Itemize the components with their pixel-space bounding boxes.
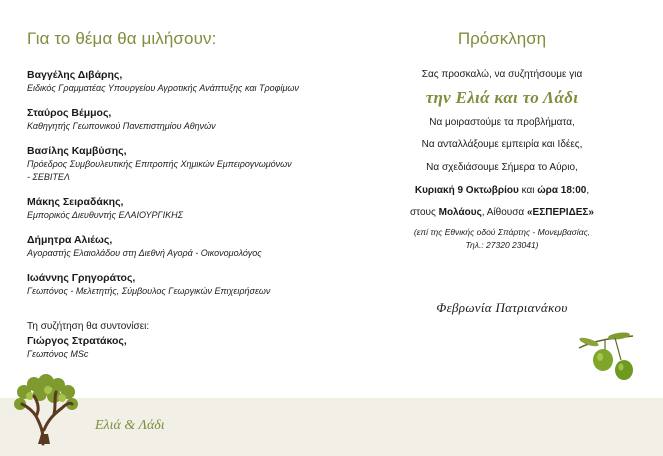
speaker-role: Ειδικός Γραμματέας Υπουργείου Αγροτικής Ανάπτυξης και Τροφίμων: [27, 83, 299, 93]
speaker-role: Εμπορικός Διευθυντής ΕΛΑΙΟΥΡΓΙΚΗΣ: [27, 210, 184, 220]
olive-branch-icon: [575, 330, 637, 390]
speaker-item: [27, 106, 332, 133]
event-time: ώρα 18:00: [537, 185, 587, 196]
speaker-role-continued: - ΣΕΒΙΤΕΛ: [27, 172, 70, 182]
speaker-item: [27, 233, 332, 260]
speaker-name: Σταύρος Βέμμος,: [27, 107, 112, 119]
place-hall: «ΕΣΠΕΡΙΔΕΣ»: [527, 207, 594, 218]
speaker-name: Βαγγέλης Διβάρης,: [27, 69, 123, 81]
invite-line-1: Να μοιραστούμε τα προβλήματα,: [429, 117, 575, 128]
event-date: [352, 184, 652, 198]
speaker-item: [27, 271, 332, 298]
moderator-block: [27, 320, 332, 361]
speaker-item: [27, 144, 332, 184]
speaker-item: [27, 195, 332, 222]
olive-tree-icon: [10, 374, 82, 446]
place-hall-prefix: , Αίθουσα: [481, 207, 527, 218]
speaker-role: Καθηγητής Γεωπονικού Πανεπιστημίου Αθηνών: [27, 121, 216, 131]
invite-line-3: Να σχεδιάσουμε Σήμερα το Αύριο,: [426, 162, 578, 173]
invitation-heading: Πρόσκληση: [457, 29, 547, 48]
speaker-name: Δήμητρα Αλιέως,: [27, 234, 113, 246]
event-date-end: ,: [586, 185, 590, 196]
speakers-list: [27, 68, 332, 309]
invite-text: Σας προσκαλώ, να συζητήσουμε για: [421, 69, 583, 80]
place-town: Μολάους: [438, 207, 482, 218]
speaker-role: Γεωπόνος - Μελετητής, Σύμβουλος Γεωργικών Επιχειρήσεων: [27, 286, 271, 296]
speaker-name: Βασίλης Καμβύσης,: [27, 145, 127, 157]
speakers-heading: Για το θέμα θα μιλήσουν:: [27, 29, 217, 48]
event-address: [352, 226, 652, 252]
speaker-name: Ιωάννης Γρηγοράτος,: [27, 272, 136, 284]
place-prefix: στους: [410, 207, 439, 218]
event-and: και: [518, 185, 538, 196]
address-line-1: (επί της Εθνικής οδού Σπάρτης - Μονεμβασίας,: [413, 227, 591, 237]
event-day: Κυριακή 9 Οκτωβρίου: [414, 185, 519, 196]
address-line-2: Τηλ.: 27320 23041): [465, 240, 539, 250]
signature: Φεβρωνία Πατριανάκου: [436, 300, 568, 315]
event-place: [352, 206, 652, 220]
speaker-item: [27, 68, 332, 95]
speaker-role: Αγοραστής Ελαιολάδου στη Διεθνή Αγορά - Οικονομολόγος: [27, 248, 262, 258]
moderator-name: Γιώργος Στρατάκος,: [27, 335, 127, 347]
moderator-role: Γεωπόνος MSc: [27, 349, 89, 359]
moderator-label: Τη συζήτηση θα συντονίσει:: [27, 321, 150, 332]
invite-line-2: Να ανταλλάξουμε εμπειρία και Ιδέες,: [421, 139, 583, 150]
logo-text: Ελιά & Λάδι: [95, 418, 165, 433]
topic-highlight: την Ελιά και το Λάδι: [425, 88, 579, 107]
speaker-name: Μάκης Σειραδάκης,: [27, 196, 124, 208]
speaker-role: Πρόεδρος Συμβουλευτικής Επιτροπής Χημικών Εμπειρογνωμόνων: [27, 159, 292, 169]
